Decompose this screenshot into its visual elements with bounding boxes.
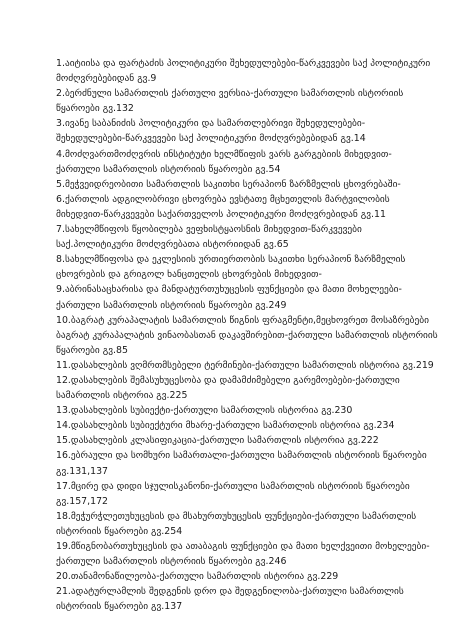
entry-line: 14.დასახლების სუბიექტური მხარე-ქართული სამართლის ისტორია გვ.234 <box>56 420 395 432</box>
entry-line: 4.მოძღვართმოძღვრის ინსტიტუტი ხელმწიფის ვარს გარგებიის მიხედვით- <box>56 148 392 160</box>
entry-line: 10.ბაგრატ კურაპალატის სამართლის წიგნის ფრაგმენტი,მეცხოვრეთ მოსაზრებები <box>56 314 429 326</box>
entry-line: ქართული სამართლის ისტორიის წყაროები გვ.54 <box>56 163 281 175</box>
entry-line: ბაგრატ კურაპალატის ვინაობასთან დაკავშირებით-ქართული სამართლის ისტორიის <box>56 329 438 341</box>
entry-line: ისტორიის წყაროები გვ.254 <box>56 525 183 537</box>
list-item <box>56 373 438 403</box>
entry-line: 19.მწიგნობართუხუცესის და ათაბაგის ფუნქციები და მათი ხელქვეითი მოხელეები- <box>56 541 430 552</box>
entry-line: 13.დასახლების სუბიექტი-ქართული სამართლის ისტორია გვ.230 <box>56 405 353 417</box>
entry-line: წყაროები გვ.85 <box>56 344 128 356</box>
list-item <box>56 313 438 358</box>
entry-line: 18.მეჭურჭლეთუხუცესის და მსახურთუხუცესის ფუნქციები-ქართული სამართლის <box>56 510 417 522</box>
list-item <box>56 418 438 433</box>
entry-line: 20.თანამონაწილეობა-ქართული სამართლის ისტორია გვ.229 <box>56 571 339 583</box>
entry-line: 8.სახელმწიფოსა და ეკლესიის ურთიერთობის საკითხი სერაპიონ ზარზმელის <box>56 254 406 266</box>
list-item <box>56 56 438 86</box>
entry-line: შეხედულებები-წარკვევები საქ პოლიტიკური მოძღვრებებიდან გვ.14 <box>56 133 366 145</box>
entry-line: 1.აიტიისა და ფარტაძის პოლიტიკური შეხედულებები-წარკვევები საქ პოლიტიკური <box>56 58 431 69</box>
entry-list <box>56 56 438 614</box>
entry-line: ცხოვრების და გრიგოლ ხანცთელის ცხოვრების მიხედვით- <box>56 269 322 281</box>
entry-line: ქართული სამართლის ისტორიის წყაროები გვ.249 <box>56 299 287 311</box>
entry-line: ისტორიის წყაროები გვ.137 <box>56 601 183 613</box>
list-item <box>56 86 438 116</box>
entry-line: 3.ივანე საბანიძის პოლიტიკური და სამართლებრივი შეხედულებები- <box>56 118 366 130</box>
list-item <box>56 569 438 584</box>
list-item <box>56 177 438 192</box>
list-item <box>56 252 438 282</box>
list-item <box>56 584 438 614</box>
entry-line: 12.დასახლების შემასუხუცესობა და დამამძიმებელი გარემოებები-ქართული <box>56 374 400 386</box>
entry-line: 6.ქართლის ადგილობრივი ცხოვრება ევსტათე მცხეთელის მარტვილობის <box>56 193 390 205</box>
list-item <box>56 448 438 478</box>
document-page <box>56 56 438 614</box>
entry-line: საქ.პოლიტიკური მოძღვრებათა ისტორიიდან გვ.65 <box>56 239 289 251</box>
entry-line: 9.აბრინასაცხარისა და მანდატურთუხუცესის ფუნქციები და მათი მოხელეები- <box>56 284 402 296</box>
entry-line: მიხედვით-წარკვევები საქართველოს პოლიტიკური მოძღვრებიდან გვ.11 <box>56 208 386 220</box>
entry-line: გვ.157,172 <box>56 495 109 507</box>
entry-line: 21.ადატურლამლის შედგენის დრო და შედგენილობა-ქართული სამართლის <box>56 586 404 598</box>
entry-line: 7.სახელმწიფოს წყობილება ვეფხისტყაოსნის მიხედვით-წარკვევები <box>56 224 362 236</box>
entry-line: 11.დასახლების ვღმრთმსებელი ტერმინები-ქართული სამართლის ისტორია გვ.219 <box>56 359 434 371</box>
entry-line: წყაროები გვ.132 <box>56 103 134 115</box>
entry-line: გვ.131,137 <box>56 465 109 477</box>
entry-line: 2.ბერძნული სამართლის ქართული ვერსია-ქართული სამართლის ისტორიის <box>56 88 404 100</box>
list-item <box>56 358 438 373</box>
list-item <box>56 509 438 539</box>
entry-line: სამართლის ისტორია გვ.225 <box>56 390 188 402</box>
list-item <box>56 147 438 177</box>
list-item <box>56 192 438 222</box>
list-item <box>56 479 438 509</box>
list-item <box>56 539 438 569</box>
list-item <box>56 116 438 146</box>
entry-line: ქართული სამართლის ისტორიის წყაროები გვ.246 <box>56 556 287 568</box>
entry-line: 5.მეჭვეიდრეობითი სამართლის საკითხი სერაპიონ ზარზმელის ცხოვრებაში- <box>56 178 401 190</box>
list-item <box>56 433 438 448</box>
entry-line: 17.მცირე და დიდი სჯულისკანონი-ქართული სამართლის ისტორიის წყაროები <box>56 480 410 492</box>
entry-line: მოძღვრებებიდან გვ.9 <box>56 73 157 85</box>
list-item <box>56 403 438 418</box>
list-item <box>56 222 438 252</box>
entry-line: 16.ებრაული და სომხური სამართალი-ქართული სამართლის ისტორიის წყაროები <box>56 450 427 462</box>
entry-line: 15.დასახლების კლასიფიკაცია-ქართული სამართლის ისტორია გვ.222 <box>56 435 379 447</box>
list-item <box>56 282 438 312</box>
